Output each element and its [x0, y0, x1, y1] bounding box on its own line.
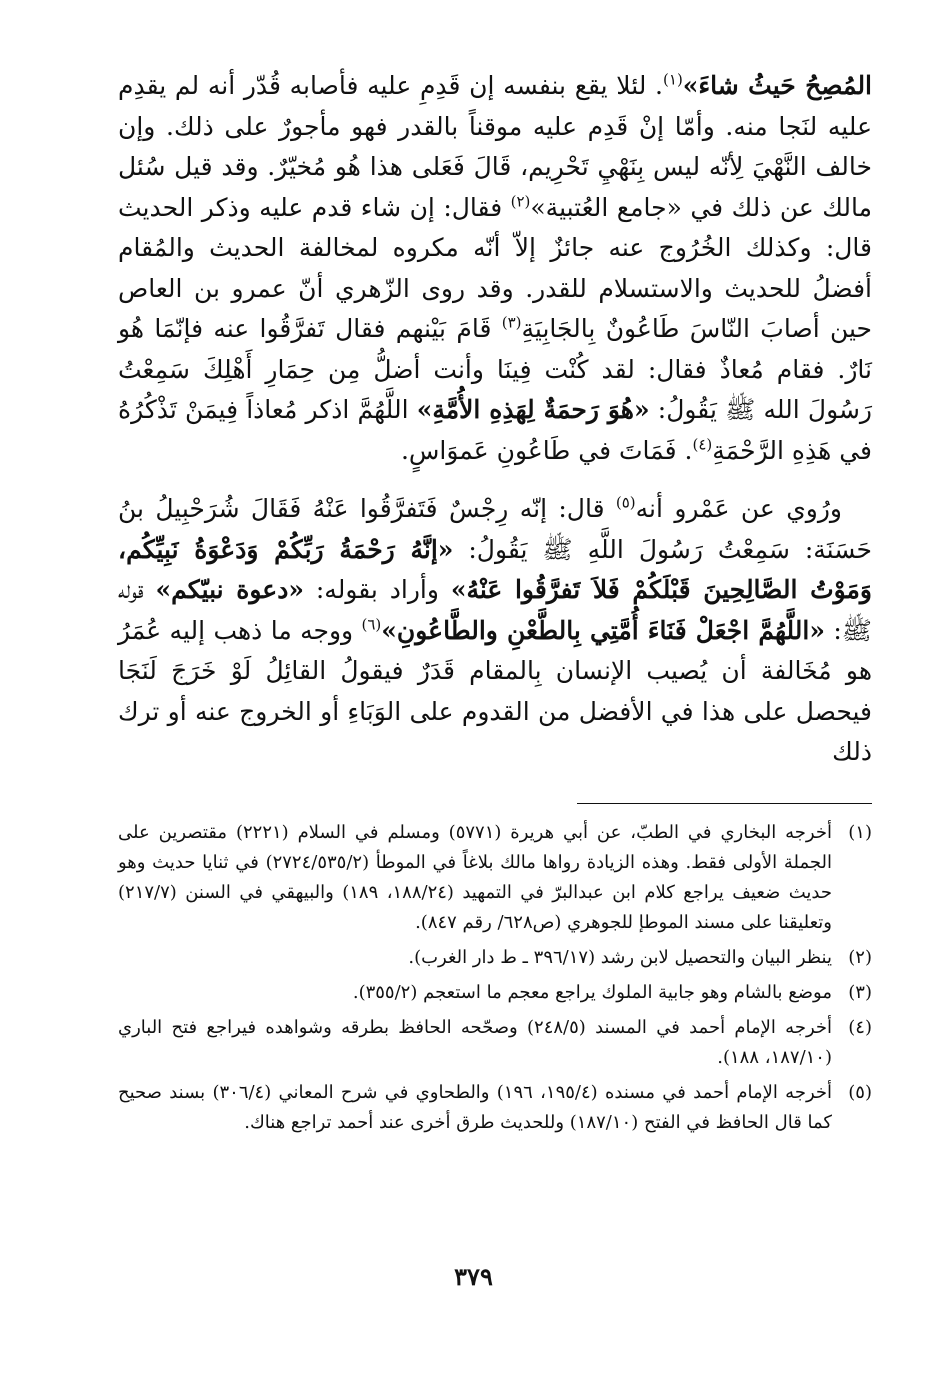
footnote-divider: [577, 803, 872, 804]
footnote-text: أخرجه البخاري في الطبّ، عن أبي هريرة (٥٧٧١) ومسلم في السلام (٢٢٢١) مقتصرين على الجملة الأولى فقط. وهذه الزيادة رواها مالك بلاغاً في الموطأ (٢٧٢٤/٥٣٥/٢) في ثنايا حديث وهو حديث ضعيف يراجع كلام ابن عبدالبرّ في التمهيد (١٨٨/٢٤، ١٨٩) والبيهقي في السنن (٢١٧/٧) وتعليقنا على مسند الموطإ للجوهري (ص٦٢٨/ رقم ٨٤٧).: [118, 822, 832, 933]
hadith-quote: «إنَّهُ رَحْمَةُ رَبِّكُمْ وَدَعْوَةُ نَبِيِّكُم، وَمَوْتُ الصَّالِحِينَ قَبْلَكُمْ فَلاَ تَفرَّقُوا عَنْهُ»: [118, 534, 872, 604]
footnote-item: [118, 1013, 872, 1073]
body-text-segment: وأراد بقوله:: [303, 575, 451, 604]
main-text: [118, 66, 872, 773]
footnote-text: ينظر البيان والتحصيل لابن رشد (٣٩٦/١٧ ـ ط دار الغرب).: [408, 947, 832, 968]
body-text-segment: . لئلا يقع بنفسه إن قَدِمِ عليه فأصابه قُدّر أنه لم يقدِم عليه لنَجا منه. وأمّا إنْ قَدِم عليه موقناً بالقدر فهو مأجورٌ على ذلك. وإن خالف النَّهْيَ لِأنّه ليس بِنَهْيِ تَحْرِيم، قَالَ فَعَلى هذا هُو مُخيّرٌ. وقد قيل سُئل مالك عن ذلك في «جامع العُتبية»: [118, 71, 873, 222]
footnote-item: [118, 1078, 872, 1138]
body-text-segment: قوله ﷺ:: [118, 575, 872, 645]
hadith-quote: المُصِحُ حَيثُ شاءَ»: [682, 71, 873, 100]
body-text-segment: ووجه ما ذهب إليه عُمَرُ هو مُخَالفة أن يُصيب الإنسان بِالمقام قَدَرٌ فيقولُ القائِلُ لَوْ خَرَجَ لَنَجَا فيحصل على هذا في الأفضل من القدوم على الوَبَاءِ أو الخروج عنه أو ترك ذلك: [118, 615, 872, 766]
footnote-text: أخرجه الإمام أحمد في مسنده (١٩٥/٤، ١٩٦) والطحاوي في شرح المعاني (٣٠٦/٤) بسند صحيح كما قال الحافظ في الفتح (١٨٧/١٠) وللحديث طرق أخرى عند أحمد تراجع هناك.: [118, 1082, 833, 1133]
footnote-ref: (٢): [510, 192, 531, 211]
body-text-segment: فقال: إن شاء قدم عليه وذكر الحديث قال: وكذلك الخُرُوج عنه جائزٌ إلاّ أنّه مكروه لمخالفة الحديث والمُقام أفضلُ للحديث والاستسلام للقدر. وقد روى الزّهري أنّ عمرو بن العاص حين أصابَ النّاسَ طَاعُونٌ بِالجَابِيَةِ: [118, 192, 872, 343]
footnote-item: [118, 943, 872, 973]
footnote-text: أخرجه الإمام أحمد في المسند (٢٤٨/٥) وصحّحه الحافظ بطرقه وشواهده فيراجع فتح الباري (١٨٧/١٠، ١٨٨).: [118, 1017, 833, 1068]
hadith-quote: «دعوة نبيّكم»: [155, 575, 304, 604]
hadith-quote: «اللَّهُمَّ اجْعَلْ فَنَاءَ أُمَّتِي بِالطَّعْنِ والطَّاعُونِ»: [381, 615, 825, 645]
body-text-segment: اللَّهُمَّ اذكر مُعاذاً فِيمَنْ تَذْكُرُهُ في هَذِهِ الرَّحْمَةِ: [118, 395, 872, 465]
footnote-text: موضع بالشام وهو جابية الملوك يراجع معجم ما استعجم (٣٥٥/٢).: [352, 982, 832, 1003]
footnote-ref: (٦): [361, 615, 382, 634]
footnote-number: (٢): [848, 947, 872, 968]
footnote-number: (٣): [848, 982, 872, 1003]
body-text-segment: قَامَ بَيْنهم فقال تَفرَّقُوا عنه فإنّمَا هُو نَارٌ. فقام مُعاذٌ فقال: لقد كُنْت فِينَا وأنت أضلُّ مِن حِمَارِ أَهْلِكَ سَمِعْتُ رَسُولَ الله ﷺ يَقُولُ:: [118, 314, 873, 424]
paragraph-2: [118, 489, 872, 773]
body-text-segment: ورُوي عن عَمْرو أنه: [635, 494, 842, 523]
body-text-segment: قال: إنّه رِجْسٌ فَتَفرَّقُوا عَنْهُ فَقَالَ شُرَحْبِيلُ بنُ حَسَنَة: سَمِعْتُ رَسُولَ اللَّهِ ﷺ يَقُولُ:: [118, 494, 872, 564]
paragraph-1: [118, 66, 872, 471]
footnote-ref: (٤): [692, 435, 713, 454]
page-body: [118, 66, 872, 773]
footnote-number: (٥): [848, 1082, 872, 1103]
footnote-ref: (١): [663, 70, 683, 89]
footnote-ref: (٥): [615, 493, 636, 512]
footnote-item: [118, 818, 872, 938]
footnote-ref: (٣): [501, 313, 522, 332]
page-number: ٣٧٩: [454, 1262, 493, 1291]
footnote-number: (١): [848, 822, 872, 843]
footnote-item: [118, 978, 872, 1008]
footnotes: [118, 818, 872, 1143]
hadith-quote: «هُوَ رَحمَةٌ لِهَذِهِ الأُمَّةِ»: [416, 395, 650, 424]
footnote-number: (٤): [848, 1017, 872, 1038]
body-text-segment: . فَمَاتَ في طَاعُونِ عَموَاسٍ.: [400, 435, 693, 465]
